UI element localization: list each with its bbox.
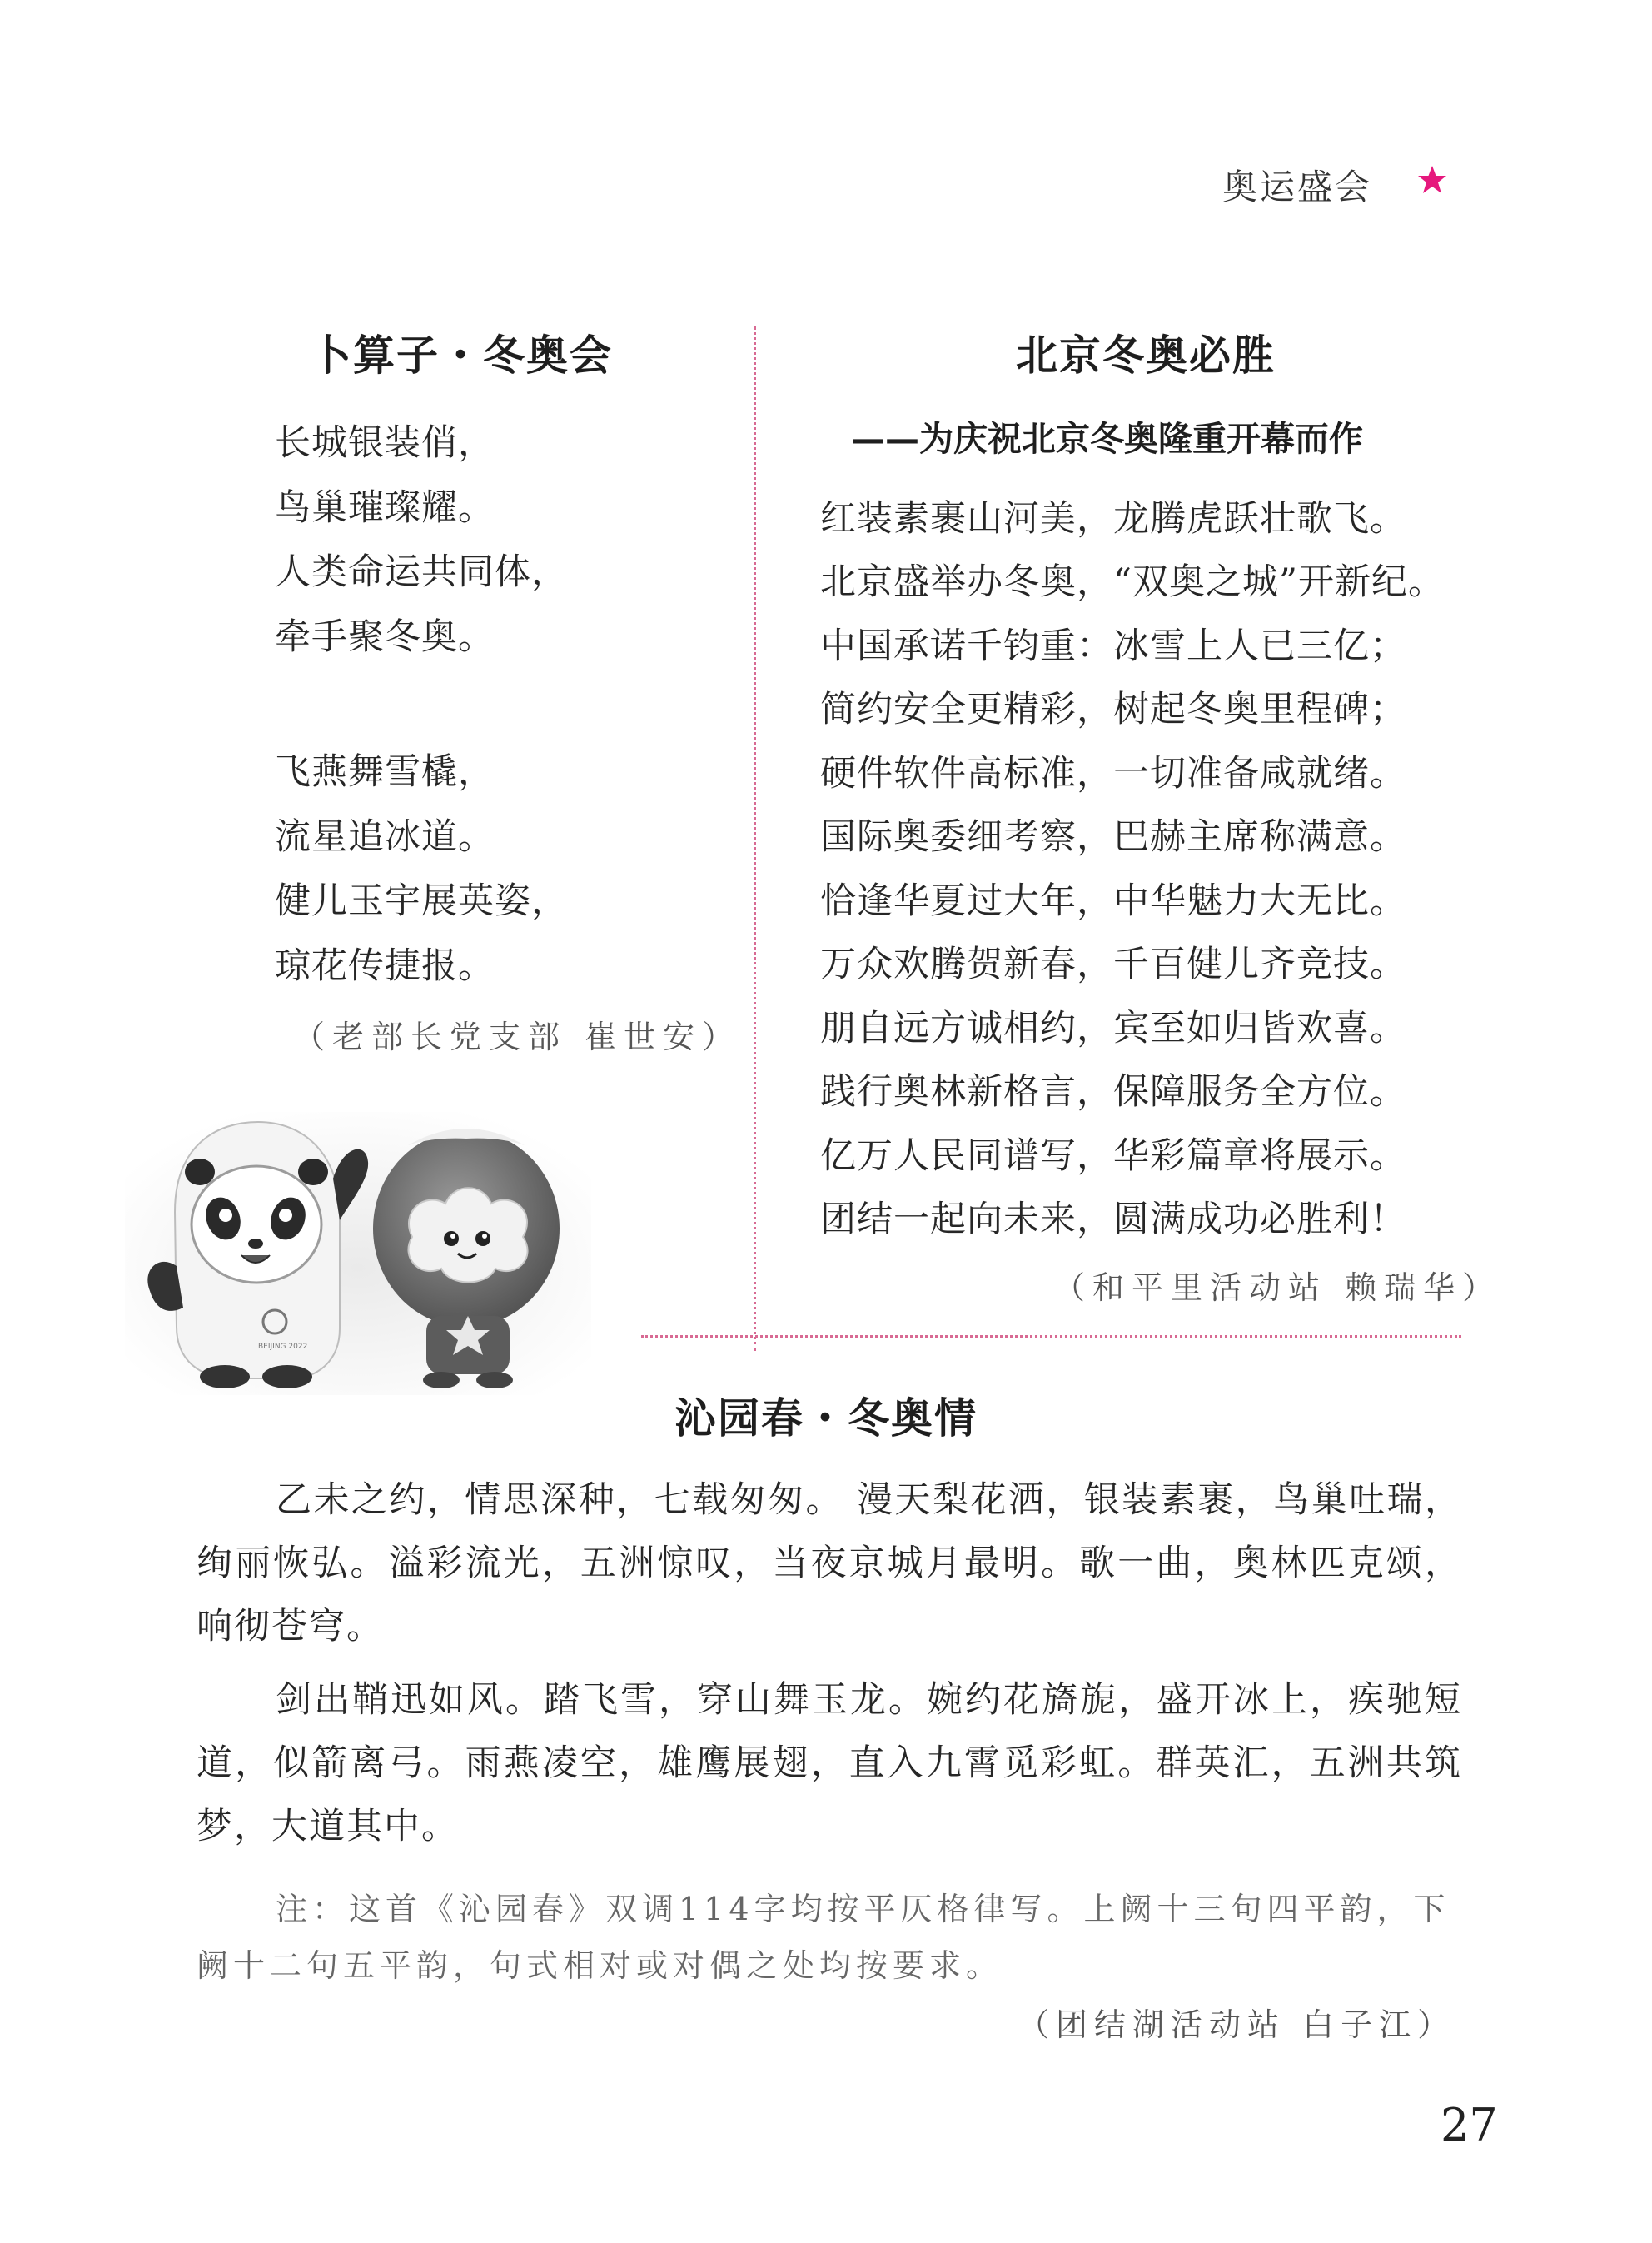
poem3-paragraph: 乙未之约，情思深种，七载匆匆。 漫天梨花洒，银装素裹，鸟巢吐瑞，绚丽恢弘。溢彩流光，五洲惊叹，当夜京城月最明。歌一曲，奥林匹克颂，响彻苍穹。 xyxy=(197,1479,1462,1647)
poem1-line: 长城银装俏， xyxy=(275,422,495,464)
page-number: 27 xyxy=(1441,2099,1498,2151)
poem2-line: 简约安全更精彩，树起冬奥里程碑； xyxy=(820,689,1406,730)
poem2-line: 红装素裹山河美，龙腾虎跃壮歌飞。 xyxy=(820,498,1406,540)
poem2-line: 亿万人民同谱写，华彩篇章将展示。 xyxy=(820,1135,1406,1177)
poem1-line: 健儿玉宇展英姿， xyxy=(275,880,568,922)
poem1-line: 牵手聚冬奥。 xyxy=(275,616,495,658)
poem2-credit: （和平里活动站 赖瑞华） xyxy=(1053,1269,1502,1306)
poem2-line: 朋自远方诚相约，宾至如归皆欢喜。 xyxy=(820,1008,1406,1049)
poem2-line: 硬件软件高标准，一切准备咸就绪。 xyxy=(820,753,1406,795)
poem2-title: 北京冬奥必胜 xyxy=(1016,331,1276,380)
poem2-line: 恰逢华夏过大年，中华魅力大无比。 xyxy=(820,880,1406,922)
poem1-line: 人类命运共同体， xyxy=(275,551,568,593)
poem3-paragraph: 剑出鞘迅如风。踏飞雪，穿山舞玉龙。婉约花旖旎，盛开冰上，疾驰短道，似箭离弓。雨燕凌空，雄鹰展翅，直入九霄觅彩虹。群英汇，五洲共筑梦，大道其中。 xyxy=(197,1679,1462,1847)
poem2-line: 北京盛举办冬奥，“双奥之城”开新纪。 xyxy=(820,561,1445,603)
poem2-line: 万众欢腾贺新春，千百健儿齐竞技。 xyxy=(820,944,1406,985)
poem3-credit: （团结湖活动站 白子江） xyxy=(1018,2006,1456,2043)
mascot-illustration xyxy=(125,1112,591,1395)
poem1-line: 琼花传捷报。 xyxy=(275,945,495,987)
poem1-line: 飞燕舞雪橇， xyxy=(275,751,495,793)
poem1-line: 鸟巢璀璨耀。 xyxy=(275,487,495,529)
poem2-line: 中国承诺千钧重：冰雪上人已三亿； xyxy=(820,626,1406,667)
emblem-text: BEIJING 2022 xyxy=(258,1343,308,1351)
star-icon xyxy=(1416,163,1449,197)
poem2-line: 国际奥委细考察，巴赫主席称满意。 xyxy=(820,816,1406,858)
section-divider xyxy=(641,1335,1461,1338)
poem2-line: 团结一起向未来，圆满成功必胜利！ xyxy=(820,1199,1406,1240)
poem2-line: 践行奥林新格言，保障服务全方位。 xyxy=(820,1071,1406,1113)
poem1-title: 卜算子・冬奥会 xyxy=(310,331,613,380)
column-divider xyxy=(754,326,756,1351)
poem3-note: 注：这首《沁园春》双调114字均按平仄格律写。上阙十三句四平韵，下阙十二句五平韵，句式相对或对偶之处均按要求。 xyxy=(197,1891,1450,1984)
section-title: 奥运盛会 xyxy=(1222,167,1373,207)
poem3-title: 沁园春・冬奥情 xyxy=(674,1394,978,1443)
poem1-credit: （老部长党支部 崔世安） xyxy=(293,1019,742,1055)
poem1-line: 流星追冰道。 xyxy=(275,816,495,858)
poem2-subtitle: ——为庆祝北京冬奥隆重开幕而作 xyxy=(851,419,1363,459)
